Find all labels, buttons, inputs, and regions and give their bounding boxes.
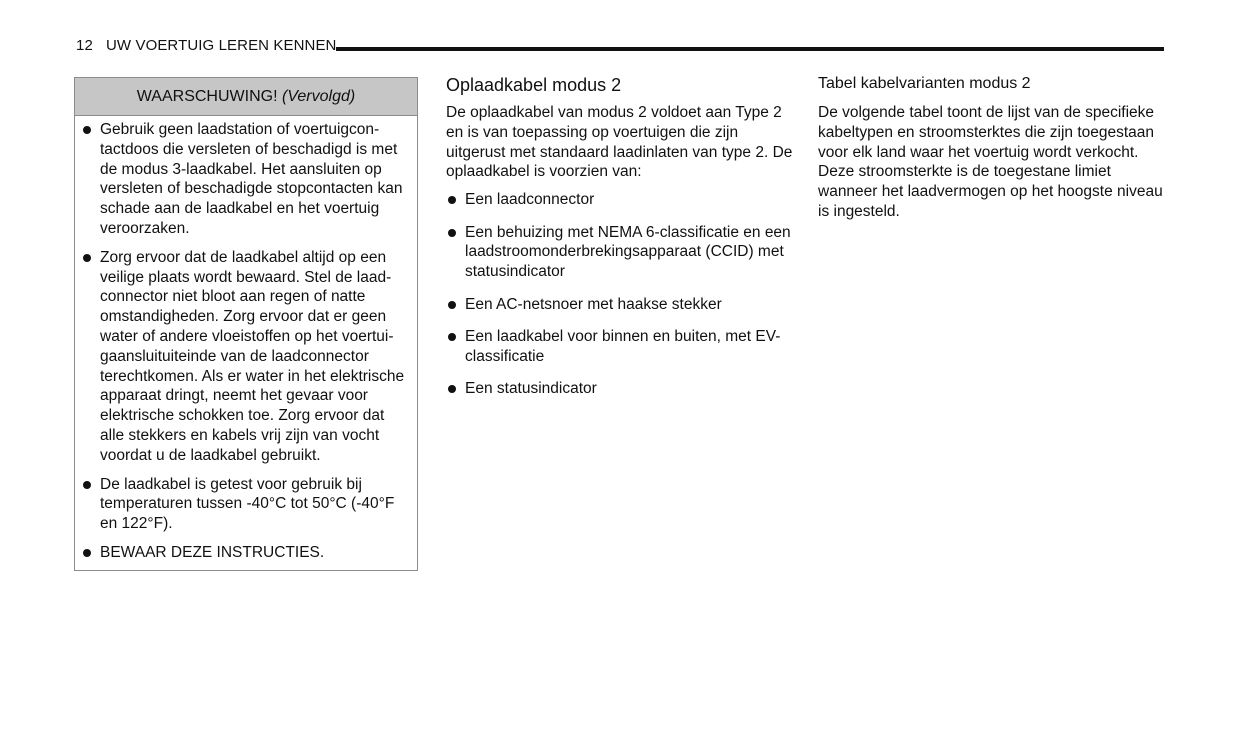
bullet-icon bbox=[448, 333, 456, 341]
mode2-heading: Oplaadkabel modus 2 bbox=[446, 75, 622, 95]
cable-table-column bbox=[818, 74, 1164, 222]
warning-item-text: Gebruik geen laadstation of voertuigcontactdoos die versleten of beschadigd is met de modus 3-laadkabel. Het aansluiten op versleten of beschadigde stopcontacten kan schade aan de laadkabel en het voertuig veroorzaken. bbox=[100, 121, 403, 237]
warning-title-suffix: (Vervolgd) bbox=[281, 88, 356, 105]
bullet-icon bbox=[83, 549, 91, 557]
cable-table-heading: Tabel kabelvarianten modus 2 bbox=[818, 75, 1031, 92]
bullet-icon bbox=[83, 481, 91, 489]
page-number: 12 bbox=[76, 37, 94, 54]
warning-item bbox=[81, 120, 411, 239]
component-item-text: Een laadconnector bbox=[465, 191, 595, 209]
warning-item bbox=[81, 475, 411, 534]
bullet-icon bbox=[83, 126, 91, 134]
warning-item-text: Zorg ervoor dat de laadkabel altijd op een veilige plaats wordt bewaard. Stel de laadconnector niet bloot aan regen of natte omstandigheden. Zorg ervoor dat er geen water of andere vloeistoffen op het voertuigaansluituiteinde van de laadconnector terechtkomen. Als er water in het elektrische apparaat dringt, neemt het gevaar voor elektrische schokken toe. Zorg ervoor dat alle stekkers en kabels vrij zijn van vocht voordat u de laadkabel gebruikt. bbox=[100, 248, 405, 464]
warning-heading bbox=[75, 78, 417, 116]
mode2-intro: De oplaadkabel van modus 2 voldoet aan Type 2 en is van toepassing op voertuigen die zijn uitgerust met standaard laadinlaten van type 2. De oplaadkabel is voorzien van: bbox=[446, 104, 793, 181]
component-item bbox=[446, 327, 794, 367]
bullet-icon bbox=[83, 254, 91, 262]
warning-list bbox=[75, 116, 417, 563]
component-item-text: Een laadkabel voor binnen en buiten, met EV-classificatie bbox=[465, 327, 781, 365]
component-item bbox=[446, 190, 794, 210]
header-rule bbox=[336, 47, 1164, 51]
component-list bbox=[446, 190, 794, 399]
component-item bbox=[446, 295, 794, 315]
component-item-text: Een statusindicator bbox=[465, 380, 597, 398]
warning-item bbox=[81, 543, 411, 563]
bullet-icon bbox=[448, 385, 456, 393]
warning-item bbox=[81, 248, 411, 466]
page-header bbox=[76, 36, 1164, 56]
bullet-icon bbox=[448, 229, 456, 237]
warning-box bbox=[74, 77, 418, 571]
mode2-column bbox=[446, 74, 794, 412]
section-title: UW VOERTUIG LEREN KENNEN bbox=[106, 37, 337, 54]
warning-title: WAARSCHUWING! bbox=[136, 88, 278, 105]
bullet-icon bbox=[448, 196, 456, 204]
component-item-text: Een AC-netsnoer met haakse stekker bbox=[465, 295, 722, 313]
cable-table-body: De volgende tabel toont de lijst van de specifieke kabeltypen en stroomsterktes die zijn toegestaan voor elk land waar het voertuig wordt verkocht. Deze stroomsterkte is de toegestane limiet wanneer het laadvermogen op het hoogste niveau is ingesteld. bbox=[818, 104, 1163, 220]
component-item-text: Een behuizing met NEMA 6-classificatie en een laadstroomonderbrekingsapparaat (CCID) met statusindicator bbox=[465, 223, 791, 281]
bullet-icon bbox=[448, 301, 456, 309]
component-item bbox=[446, 223, 794, 282]
warning-item-text: De laadkabel is getest voor gebruik bij temperaturen tussen -40°C tot 50°C (-40°F en 122°F). bbox=[100, 475, 395, 533]
warning-item-text: BEWAAR DEZE INSTRUCTIES. bbox=[100, 543, 325, 561]
component-item bbox=[446, 379, 794, 399]
